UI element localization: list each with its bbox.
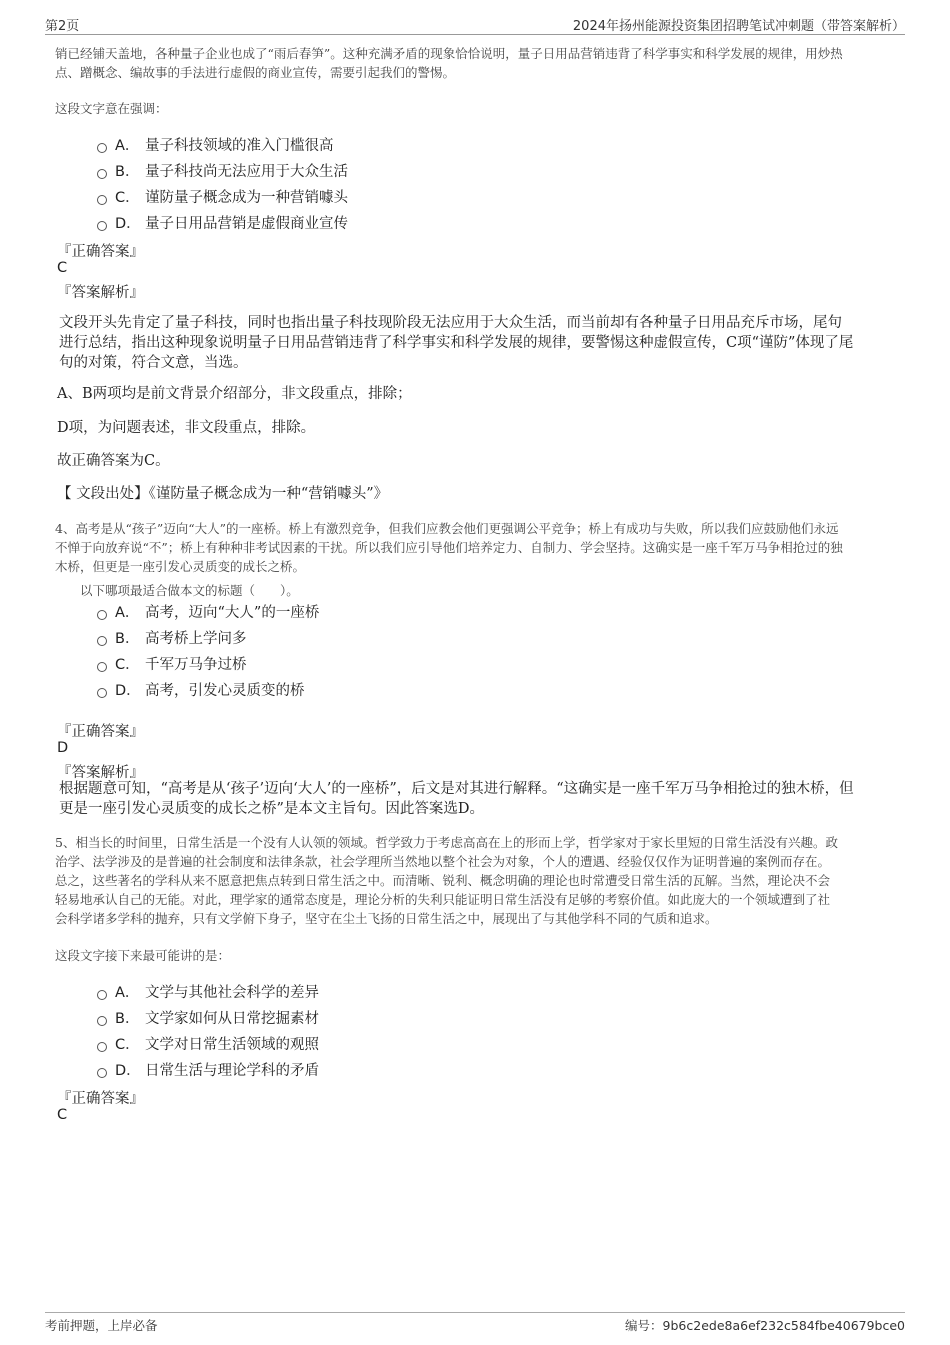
q5-question: 这段文字接下来最可能讲的是： (55, 948, 231, 963)
q3-analysis-d: D项，为问题表述，非文段重点，排除。 (57, 420, 316, 436)
radio-icon[interactable] (97, 636, 107, 646)
q3-analysis-ab: A、B两项均是前文背景介绍部分，非文段重点，排除； (57, 386, 412, 402)
q5-option-d[interactable]: D． 日常生活与理论学科的矛盾 (97, 1059, 319, 1081)
radio-icon[interactable] (97, 662, 107, 672)
code-value: 9b6c2ede8a6ef232c584fbe40679bce0 (662, 1318, 905, 1333)
q5-passage-line: 治学、法学涉及的是普遍的社会制度和法律条款，社会学理所当然地以整个社会为对象，个人的遭遇、经验仅仅作为证明普遍的案例而存在。 (55, 854, 831, 869)
q4-analysis-label: 『答案解析』 (57, 765, 144, 781)
q4-option-a[interactable]: A． 高考，迈向“大人”的一座桥 (97, 601, 319, 623)
q4-passage-line: 不惮于向放弃说“不”；桥上有种种非考试因素的干扰。所以我们应引导他们培养定力、自制力、学会坚持。这确实是一座千军万马争相抢过的独 (55, 540, 843, 555)
radio-icon[interactable] (97, 1068, 107, 1078)
page-number: 第2页 (45, 19, 80, 34)
q4-analysis-line: 根据题意可知，“高考是从‘孩子’迈向‘大人’的一座桥”，后文是对其进行解释。“这确实是一座千军万马争相抢过的独木桥，但 (59, 781, 854, 797)
q4-option-b[interactable]: B． 高考桥上学问多 (97, 627, 247, 649)
q3-passage-line: 点、蹭概念、编故事的手法进行虚假的商业宣传，需要引起我们的警惕。 (55, 65, 456, 80)
q3-option-b[interactable]: B． 量子科技尚无法应用于大众生活 (97, 160, 348, 182)
q4-option-c[interactable]: C． 千军万马争过桥 (97, 653, 247, 675)
q4-answer-label: 『正确答案』 (57, 724, 144, 740)
q5-passage (55, 833, 838, 928)
q3-analysis-conclusion: 故正确答案为C。 (57, 453, 170, 469)
document-title: 2024年扬州能源投资集团招聘笔试冲刺题（带答案解析） (572, 19, 905, 34)
q4-passage (55, 519, 843, 576)
q4-passage-line: 木桥，但更是一座引发心灵质变的成长之桥。 (55, 559, 306, 574)
q3-source: 【 文段出处】《谨防量子概念成为一种“营销噱头”》 (57, 486, 389, 502)
page-footer (45, 1312, 905, 1333)
radio-icon[interactable] (97, 169, 107, 179)
q3-option-c[interactable]: C． 谨防量子概念成为一种营销噱头 (97, 186, 348, 208)
q5-passage-line: 5、相当长的时间里，日常生活是一个没有人认领的领域。哲学致力于考虑高高在上的形而上学，哲学家对于家长里短的日常生活没有兴趣。政 (55, 835, 838, 850)
page-header (45, 14, 905, 35)
document-code (625, 1316, 905, 1334)
radio-icon[interactable] (97, 688, 107, 698)
radio-icon[interactable] (97, 143, 107, 153)
q5-passage-line: 轻易地承认自己的无能。对此，理学家的通常态度是，理论分析的失利只能证明日常生活没有足够的考察价值。如此庞大的一个领域遭到了社 (55, 892, 831, 907)
q4-passage-line: 4、高考是从“孩子”迈向“大人”的一座桥。桥上有激烈竞争，但我们应教会他们更强调公平竞争；桥上有成功与失败，所以我们应鼓励他们永远 (55, 521, 839, 536)
radio-icon[interactable] (97, 610, 107, 620)
footer-slogan: 考前押题，上岸必备 (45, 1318, 158, 1333)
q5-option-b[interactable]: B． 文学家如何从日常挖掘素材 (97, 1007, 319, 1029)
q3-analysis-line: 文段开头先肯定了量子科技，同时也指出量子科技现阶段无法应用于大众生活，而当前却有各种量子日用品充斥市场，尾句 (59, 315, 842, 331)
q4-analysis-line: 更是一座引发心灵质变的成长之桥”是本文主旨句。因此答案选D。 (59, 801, 485, 817)
q3-option-a[interactable]: A． 量子科技领域的准入门槛很高 (97, 134, 334, 156)
radio-icon[interactable] (97, 1016, 107, 1026)
q3-question: 这段文字意在强调： (55, 101, 168, 116)
code-label: 编号： (625, 1318, 663, 1333)
q3-analysis-line: 进行总结，指出这种现象说明量子日用品营销违背了科学事实和科学发展的规律，要警惕这种虚假宣传，C项“谨防”体现了尾 (59, 335, 854, 351)
q3-analysis-label: 『答案解析』 (57, 285, 144, 301)
radio-icon[interactable] (97, 990, 107, 1000)
radio-icon[interactable] (97, 221, 107, 231)
q4-question: 以下哪项最适合做本文的标题（ ）。 (80, 583, 299, 598)
q5-answer-label: 『正确答案』 (57, 1091, 144, 1107)
radio-icon[interactable] (97, 195, 107, 205)
q4-answer: D (57, 740, 69, 756)
q3-answer-label: 『正确答案』 (57, 244, 144, 260)
q4-analysis (59, 779, 854, 819)
q3-option-d[interactable]: D． 量子日用品营销是虚假商业宣传 (97, 212, 348, 234)
q5-option-c[interactable]: C． 文学对日常生活领域的观照 (97, 1033, 319, 1055)
q3-answer: C (57, 260, 68, 276)
q3-passage-line: 销已经铺天盖地，各种量子企业也成了“雨后春笋”。这种充满矛盾的现象恰恰说明，量子日用品营销违背了科学事实和科学发展的规律，用炒热 (55, 46, 843, 61)
radio-icon[interactable] (97, 1042, 107, 1052)
q3-analysis (59, 313, 853, 373)
q3-passage (55, 44, 843, 82)
q5-passage-line: 总之，这些著名的学科从来不愿意把焦点转到日常生活之中。而清晰、锐利、概念明确的理论也时常遭受日常生活的瓦解。当然，理论决不会 (55, 873, 831, 888)
q5-answer: C (57, 1107, 68, 1123)
q5-passage-line: 会科学诸多学科的抛弃，只有文学俯下身子，坚守在尘土飞扬的日常生活之中，展现出了与其他学科不同的气质和追求。 (55, 911, 718, 926)
q3-analysis-line: 句的对策，符合文意，当选。 (59, 355, 248, 371)
q4-option-d[interactable]: D． 高考，引发心灵质变的桥 (97, 679, 305, 701)
q5-option-a[interactable]: A． 文学与其他社会科学的差异 (97, 981, 319, 1003)
